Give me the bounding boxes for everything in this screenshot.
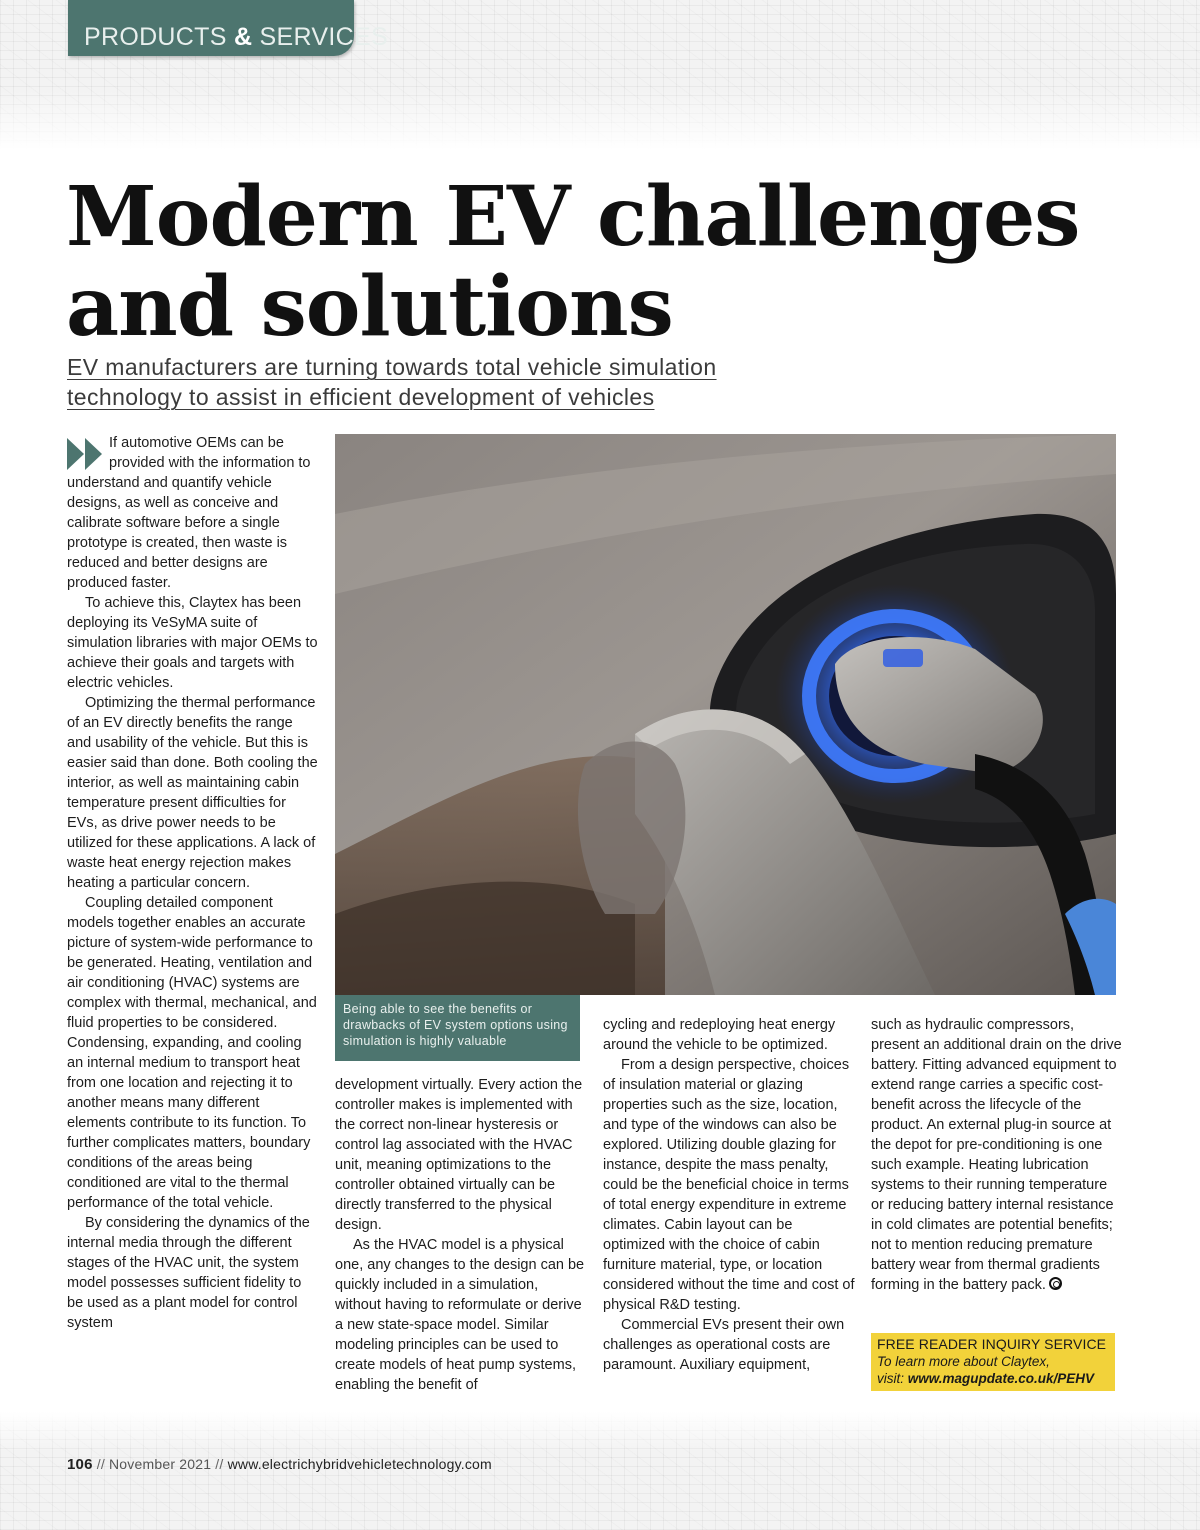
reader-inquiry-box (871, 1333, 1115, 1391)
paragraph-8: cycling and redeploying heat energy around the vehicle to be optimized. (603, 1017, 836, 1053)
paragraph-2: To achieve this, Claytex has been deploying its VeSyMA suite of simulation libraries with major OEMs to achieve their goals and targets with electric vehicles. (67, 595, 318, 691)
article-column-4 (871, 1015, 1123, 1295)
paragraph-10: Commercial EVs present their own challenges as operational costs are paramount. Auxiliary equipment, (603, 1317, 845, 1373)
paragraph-5: By considering the dynamics of the internal media through the different stages of the HVAC unit, the system model possesses sufficient fidelity to be used as a plant model for control system (67, 1215, 310, 1331)
paragraph-11-text: such as hydraulic compressors, present an additional drain on the drive battery. Fitting advanced equipment to extend range carries a specific cost-benefit across the lifecycle of the product. An external plug-in source at the depot for pre-conditioning is one such example. Heating lubrication systems to their running temperature or reducing battery internal resistance in cold climates are potential benefits; not to mention reducing premature battery wear from thermal gradients forming in the battery pack. (871, 1017, 1122, 1293)
page-footer (67, 1456, 767, 1473)
inquiry-line-2 (877, 1370, 1109, 1387)
double-arrow-icon (67, 435, 105, 473)
inquiry-visit-label: visit: (877, 1371, 908, 1386)
inquiry-url-link[interactable]: www.magupdate.co.uk/PEHV (907, 1371, 1095, 1386)
standfirst-line-2: technology to assist in efficient development of vehicles (67, 384, 655, 410)
article-column-3 (603, 1015, 855, 1375)
section-tab (68, 0, 388, 56)
paragraph-9: From a design perspective, choices of insulation material or glazing properties such as the size, location, and type of the windows can also be explored. Utilizing double glazing for instance, despite the mass penalty, could be the beneficial choice in terms of total energy expenditure in extreme climates. Cabin layout can be optimized with the choice of cabin furniture material, type, or location considered without the time and cost of physical R&D testing. (603, 1057, 855, 1313)
ev-charging-illustration (335, 434, 1116, 995)
paragraph-6: development virtually. Every action the controller makes is implemented with the correct non-linear hysteresis or control lag associated with the HVAC unit, meaning optimizations to the controller obtained virtually can be directly transferred to the physical design. (335, 1077, 583, 1233)
end-of-article-icon (1049, 1277, 1062, 1290)
standfirst (67, 352, 827, 412)
title-line-2: and solutions (66, 259, 673, 355)
inquiry-title: FREE READER INQUIRY SERVICE (877, 1336, 1107, 1352)
section-tab-rest: SERVICES (259, 23, 388, 51)
paragraph-3: Optimizing the thermal performance of an EV directly benefits the range and usability of the vehicle. But this is easier said than done. Both cooling the interior, as well as maintaining cabin temperature present difficulties for EVs, as drive power needs to be utilized for these applications. A lack of waste heat energy rejection makes heating a particular concern. (67, 695, 318, 891)
article-column-1 (67, 433, 319, 1333)
standfirst-line-1: EV manufacturers are turning towards total vehicle simulation (67, 354, 717, 380)
page-number: 106 (67, 1456, 93, 1473)
footer-separator-2: // (211, 1456, 228, 1472)
title-line-1: Modern EV challenges (66, 169, 1080, 265)
issue-date: November 2021 (109, 1456, 212, 1472)
paragraph-1: If automotive OEMs can be provided with the information to understand and quantify vehicle designs, as well as conceive and calibrate software before a single prototype is created, then waste is reduced and better designs are produced faster. (67, 435, 311, 591)
page-title (66, 169, 1126, 355)
article-column-2 (335, 1075, 587, 1395)
paragraph-11 (871, 1015, 1123, 1295)
paragraph-7: As the HVAC model is a physical one, any changes to the design can be quickly included in a simulation, without having to reformulate or derive a new state-space model. Similar modeling principles can be used to create models of heat pump systems, enabling the benefit of (335, 1237, 585, 1393)
footer-separator-1: // (92, 1456, 109, 1472)
ev-charging-photo (335, 434, 1116, 995)
section-tab-main: PRODUCTS (84, 23, 227, 51)
inquiry-line-1: To learn more about Claytex, (877, 1354, 1050, 1369)
section-tab-amp: & (233, 23, 253, 51)
photo-caption: Being able to see the benefits or drawbacks of EV system options using simulation is highly valuable (335, 995, 580, 1061)
paragraph-4: Coupling detailed component models together enables an accurate picture of system-wide performance to be generated. Heating, ventilation and air conditioning (HVAC) systems are complex with thermal, mechanical, and fluid properties to be considered. Condensing, expanding, and cooling an internal medium to transport heat from one location and rejecting it to another means many different elements contribute to its function. To further complicates matters, boundary conditions of the areas being conditioned are vital to the thermal performance of the total vehicle. (67, 895, 317, 1211)
website-link[interactable]: www.electrichybridvehicletechnology.com (227, 1456, 492, 1472)
